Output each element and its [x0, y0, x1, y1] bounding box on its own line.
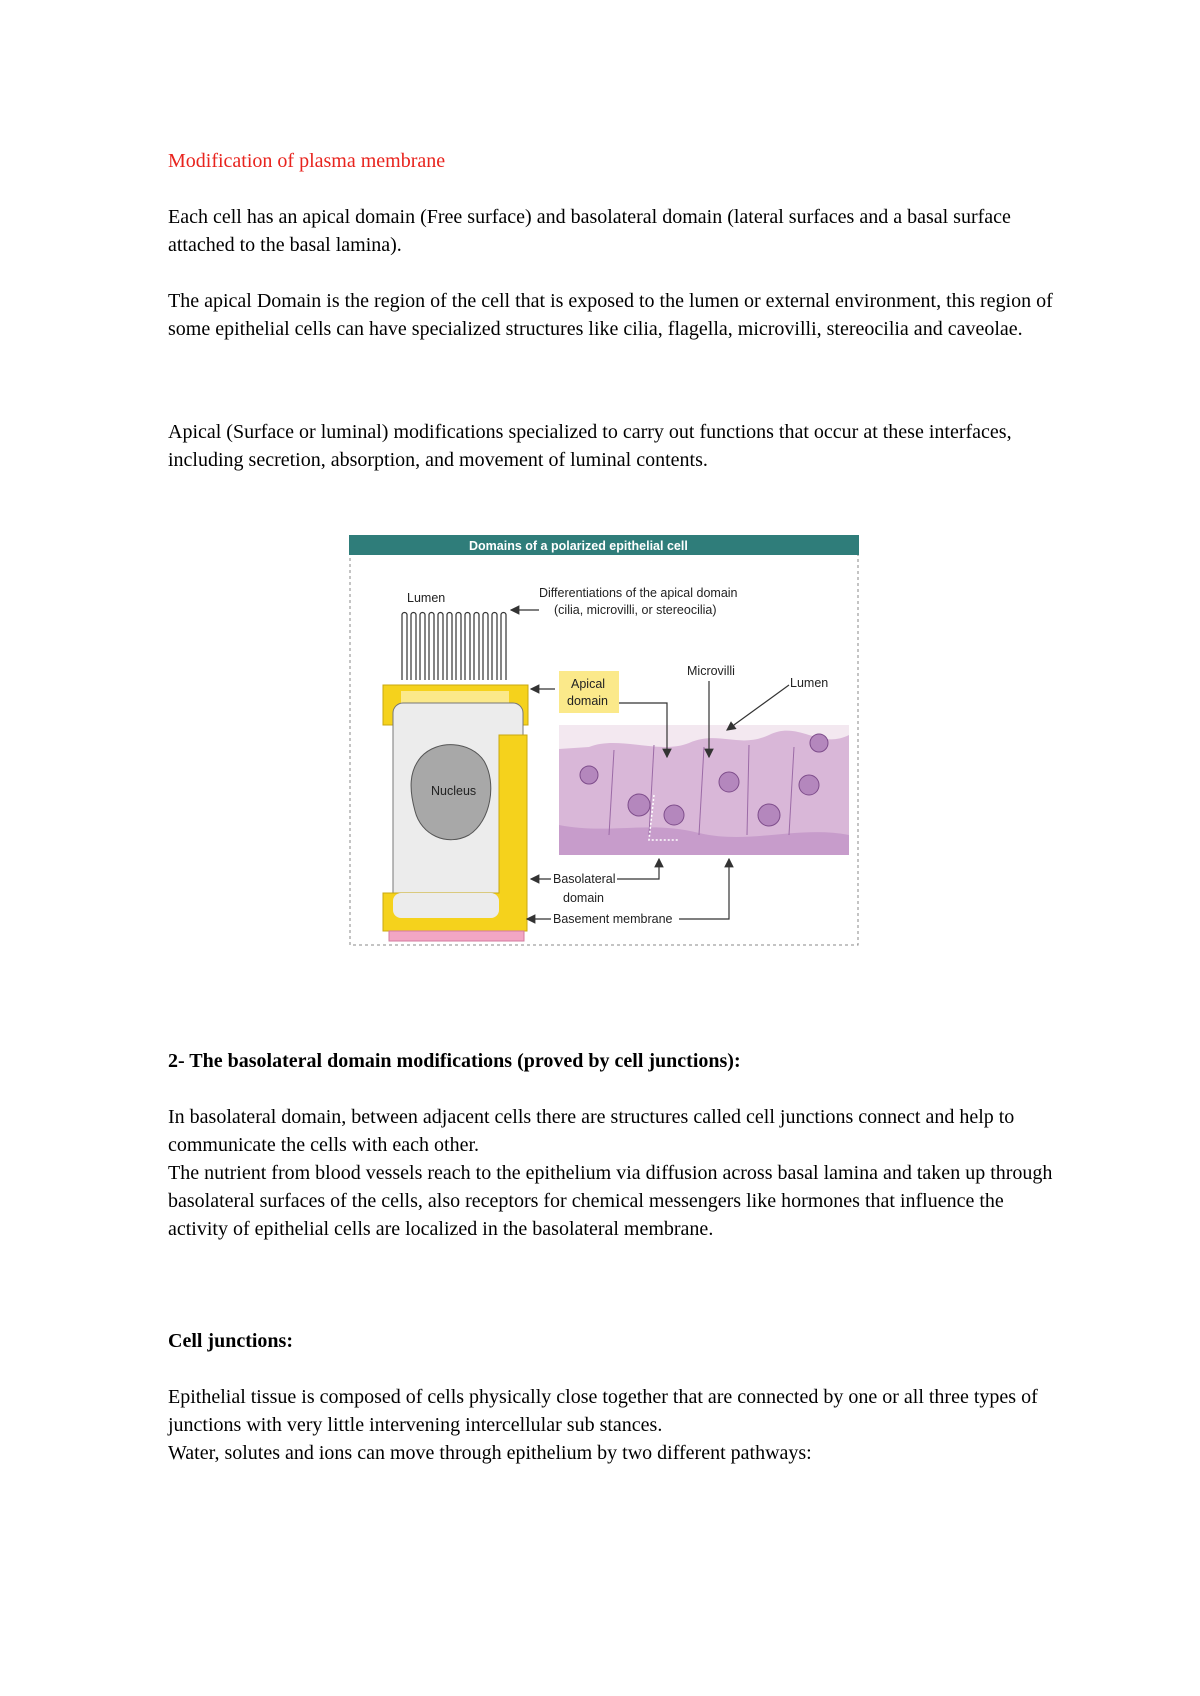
paragraph-nutrients: The nutrient from blood vessels reach to the epithelium via diffusion across basal lamina and taken up through basolateral surfaces of the cells, also receptors for chemical messengers like hormones that influence the activity of epithelial cells are localized in the basolateral membrane.: [168, 1162, 1053, 1240]
lumen-right-label: Lumen: [790, 676, 829, 690]
paragraph-apical-domain: The apical Domain is the region of the cell that is exposed to the lumen or external environment, this region of some epithelial cells can have specialized structures like cilia, flagella, microvilli, stereocilia and caveolae.: [168, 290, 1053, 340]
paragraph-epithelial-tissue: Epithelial tissue is composed of cells physically close together that are connected by one or all three types of junctions with very little intervening intercellular sub stances.: [168, 1386, 1038, 1436]
basement-membrane-label: Basement membrane: [553, 912, 673, 926]
microvilli-label: Microvilli: [687, 664, 735, 678]
paragraph-pathways: Water, solutes and ions can move through epithelium by two different pathways:: [168, 1442, 812, 1464]
paragraph-cell-junctions-intro: In basolateral domain, between adjacent cells there are structures called cell junctions connect and help to communicate the cells with each other.: [168, 1106, 1015, 1156]
basement-membrane-bar: [389, 931, 524, 941]
basolateral-domain-label-line1: Basolateral: [553, 872, 616, 886]
differentiations-label-line2: (cilia, microvilli, or stereocilia): [554, 603, 717, 617]
differentiations-label-line1: Differentiations of the apical domain: [539, 586, 738, 600]
epithelial-cell-figure: [349, 535, 859, 947]
page-heading: Modification of plasma membrane: [168, 150, 446, 172]
basolateral-section-heading: 2- The basolateral domain modifications (proved by cell junctions):: [168, 1050, 741, 1072]
nucleus-label: Nucleus: [431, 784, 477, 798]
apical-domain-label-line1: Apical: [571, 677, 606, 691]
cell-base: [393, 893, 499, 918]
figure-title: Domains of a polarized epithelial cell: [469, 539, 688, 553]
apical-domain-label-line2: domain: [567, 694, 608, 708]
basolateral-domain-label-line2: domain: [563, 891, 604, 905]
paragraph-apical-modifications: Apical (Surface or luminal) modifications specialized to carry out functions that occur at these interfaces, including secretion, absorption, and movement of luminal contents.: [168, 421, 1012, 471]
micrograph: [559, 725, 849, 855]
cell-junctions-heading: Cell junctions:: [168, 1330, 293, 1352]
lumen-left-label: Lumen: [407, 591, 446, 605]
paragraph-domains: Each cell has an apical domain (Free surface) and basolateral domain (lateral surfaces and a basal surface attached to the basal lamina).: [168, 206, 1011, 256]
